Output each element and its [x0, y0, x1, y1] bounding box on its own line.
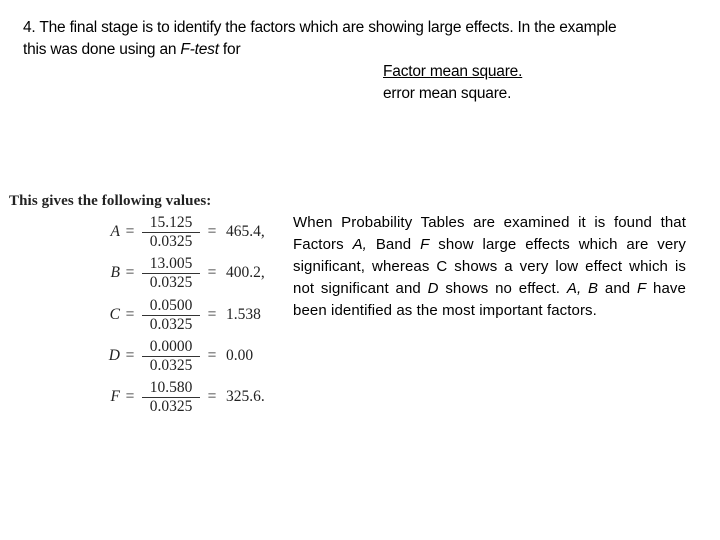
- fraction-numerator: 13.005: [142, 255, 200, 274]
- fraction-denominator: 0.0325: [149, 356, 193, 374]
- equation-result: 0.00: [226, 347, 254, 364]
- factor-b: B: [588, 280, 599, 297]
- equals-sign: =: [207, 264, 217, 281]
- intro-line-2-suffix: for: [218, 41, 241, 58]
- fraction-denominator: 0.0325: [149, 397, 193, 415]
- equation-f: [100, 377, 265, 417]
- factor-label: F: [110, 388, 120, 405]
- fraction: [140, 214, 202, 251]
- fraction-denominator: 0.0325: [149, 315, 193, 333]
- equation-b: [100, 253, 265, 293]
- equals-sign: =: [207, 347, 217, 364]
- text: have been identified as the most important factors.: [293, 280, 686, 319]
- text: [581, 280, 588, 297]
- factor-label: D: [108, 347, 120, 364]
- equation-result: 465.4,: [226, 223, 265, 240]
- fraction-numerator: 0.0000: [142, 338, 200, 357]
- equals-sign: =: [125, 306, 135, 323]
- factor-d: D: [427, 280, 439, 297]
- equation-a: [100, 212, 265, 252]
- equation-d: [100, 336, 253, 376]
- ratio-denominator: error mean square.: [383, 85, 512, 102]
- fraction-numerator: 10.580: [142, 379, 200, 398]
- text: When Probability Tables are examined it is found that Factors: [293, 214, 686, 253]
- conclusion-paragraph: [293, 212, 686, 322]
- f-ratio-formula: [383, 61, 522, 105]
- equals-sign: =: [125, 388, 135, 405]
- factor-f: F: [420, 236, 430, 253]
- factor-label: C: [109, 306, 120, 323]
- equals-sign: =: [125, 264, 135, 281]
- intro-line-2-prefix: this was done using an: [23, 41, 181, 58]
- equals-sign: =: [125, 223, 135, 240]
- f-test-term: F-test: [180, 41, 219, 58]
- equation-result: 1.538: [226, 306, 261, 323]
- equals-sign: =: [207, 388, 217, 405]
- fraction: [140, 297, 202, 334]
- equation-result: 400.2,: [226, 264, 265, 281]
- fraction-numerator: 15.125: [142, 214, 200, 233]
- factor-a: A,: [352, 236, 367, 253]
- ratio-numerator: Factor mean square.: [383, 63, 523, 80]
- equals-sign: =: [207, 223, 217, 240]
- fraction-numerator: 0.0500: [142, 297, 200, 316]
- intro-line-1: 4. The final stage is to identify the factors which are showing large effects. In the example: [23, 19, 617, 36]
- text: shows no effect.: [438, 280, 567, 297]
- fraction: [140, 379, 202, 416]
- fraction: [140, 338, 202, 375]
- fraction-denominator: 0.0325: [149, 232, 193, 250]
- factor-a: A,: [566, 280, 582, 297]
- text: show large effects which are very significant, whereas C shows a very low effect which is not significant and: [293, 236, 686, 297]
- fraction-denominator: 0.0325: [149, 273, 193, 291]
- text: and: [598, 280, 637, 297]
- fraction: [140, 255, 202, 292]
- intro-paragraph: [23, 17, 703, 61]
- equation-c: [100, 295, 261, 335]
- equals-sign: =: [207, 306, 217, 323]
- factor-f: F: [637, 280, 647, 297]
- text: Band: [366, 236, 421, 253]
- equals-sign: =: [125, 347, 135, 364]
- equation-result: 325.6.: [226, 388, 265, 405]
- factor-label: B: [110, 264, 120, 281]
- values-heading: This gives the following values:: [9, 193, 212, 209]
- factor-label: A: [110, 223, 120, 240]
